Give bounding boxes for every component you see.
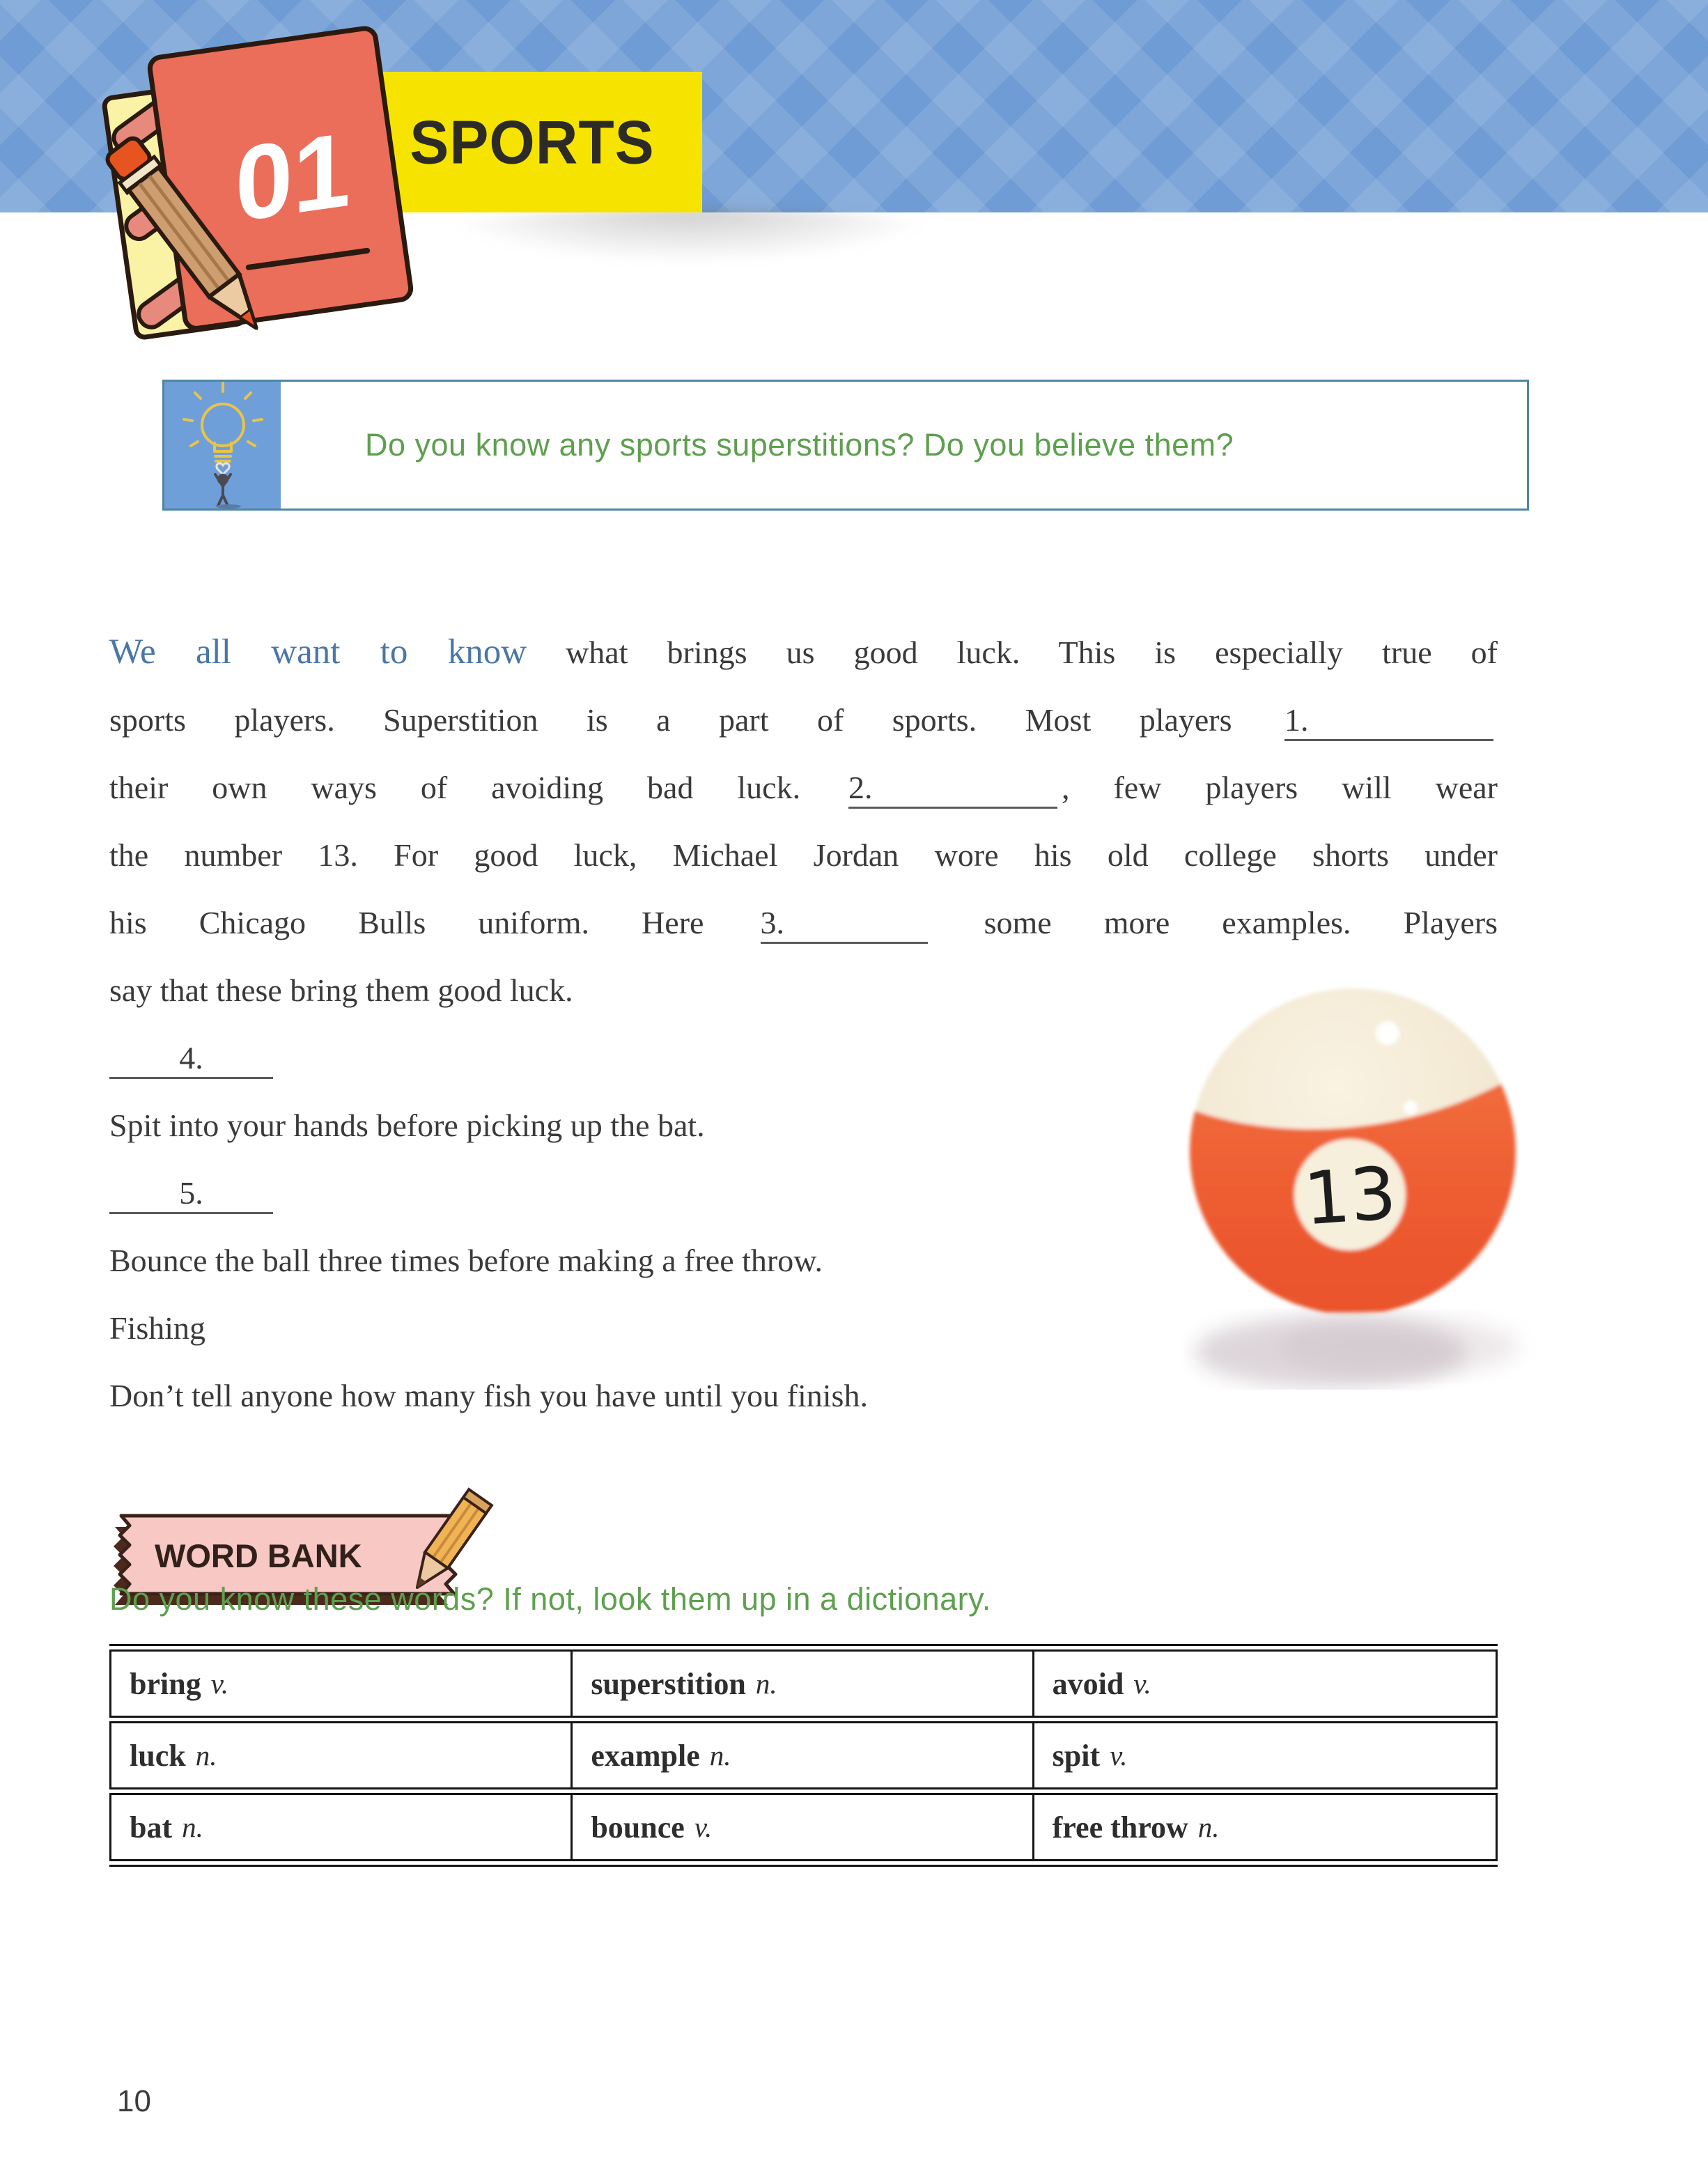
passage-line: Don’t tell anyone how many fish you have until you finish. [109,1378,868,1413]
table-row [109,1649,1498,1718]
word-bank-table [109,1644,1498,1867]
word-bank-prompt: Do you know these words? If not, look them up in a dictionary. [109,1581,991,1617]
word-bank-label: WORD BANK [155,1537,362,1574]
warmup-question-box [162,380,1529,511]
table-cell: avoid v. [1052,1666,1151,1701]
unit-badge [41,10,444,378]
lightbulb-icon [164,382,281,508]
table-cell: bring v. [111,1652,573,1716]
table-cell: superstition n. [573,1652,1034,1716]
passage-line: Fishing [109,1310,206,1346]
banner-shadow [418,208,961,267]
table-cell: free throw n. [1052,1810,1220,1845]
passage-line: We all want to know what brings us good luck. This is especially true of [109,632,1498,671]
passage-line: say that these bring them good luck. [109,972,573,1008]
table-cell: luck n. [111,1723,573,1787]
fill-blank-4: 4. [109,1039,273,1079]
table-row [109,1721,1498,1789]
page-number: 10 [117,2084,151,2118]
fill-blank-5: 5. [109,1174,273,1214]
ball-number: 13 [1301,1150,1399,1242]
passage-line: Spit into your hands before picking up the bat. [109,1108,705,1143]
table-top-rule [109,1644,1498,1646]
passage-line: Bounce the ball three times before making a free throw. [109,1243,823,1278]
passage-line: their own ways of avoiding bad luck. 2. , few players will wear [109,754,1498,821]
fill-blank-2: 2. [848,768,1057,809]
fill-blank-3: 3. [761,903,928,944]
billiard-ball-photo [1170,965,1539,1393]
passage-line: his Chicago Bulls uniform. Here 3. some more examples. Players [109,889,1498,956]
table-row [109,1793,1498,1861]
table-cell: bounce v. [573,1795,1034,1859]
passage-line: sports players. Superstition is a part of sports. Most players 1. [109,686,1498,754]
passage-highlight: We all want to know [109,632,527,671]
table-cell: bat n. [111,1795,573,1859]
table-cell: example n. [573,1723,1034,1787]
table-bottom-rule [109,1865,1498,1867]
table-cell: spit v. [1052,1738,1128,1773]
fill-blank-1: 1. [1284,701,1493,741]
warmup-question-text: Do you know any sports superstitions? Do you believe them? [365,427,1234,463]
unit-number: 01 [235,109,351,244]
page-title: SPORTS [410,107,655,176]
person-icon [215,474,231,506]
passage-line: the number 13. For good luck, Michael Jordan wore his old college shorts under [109,837,1498,873]
